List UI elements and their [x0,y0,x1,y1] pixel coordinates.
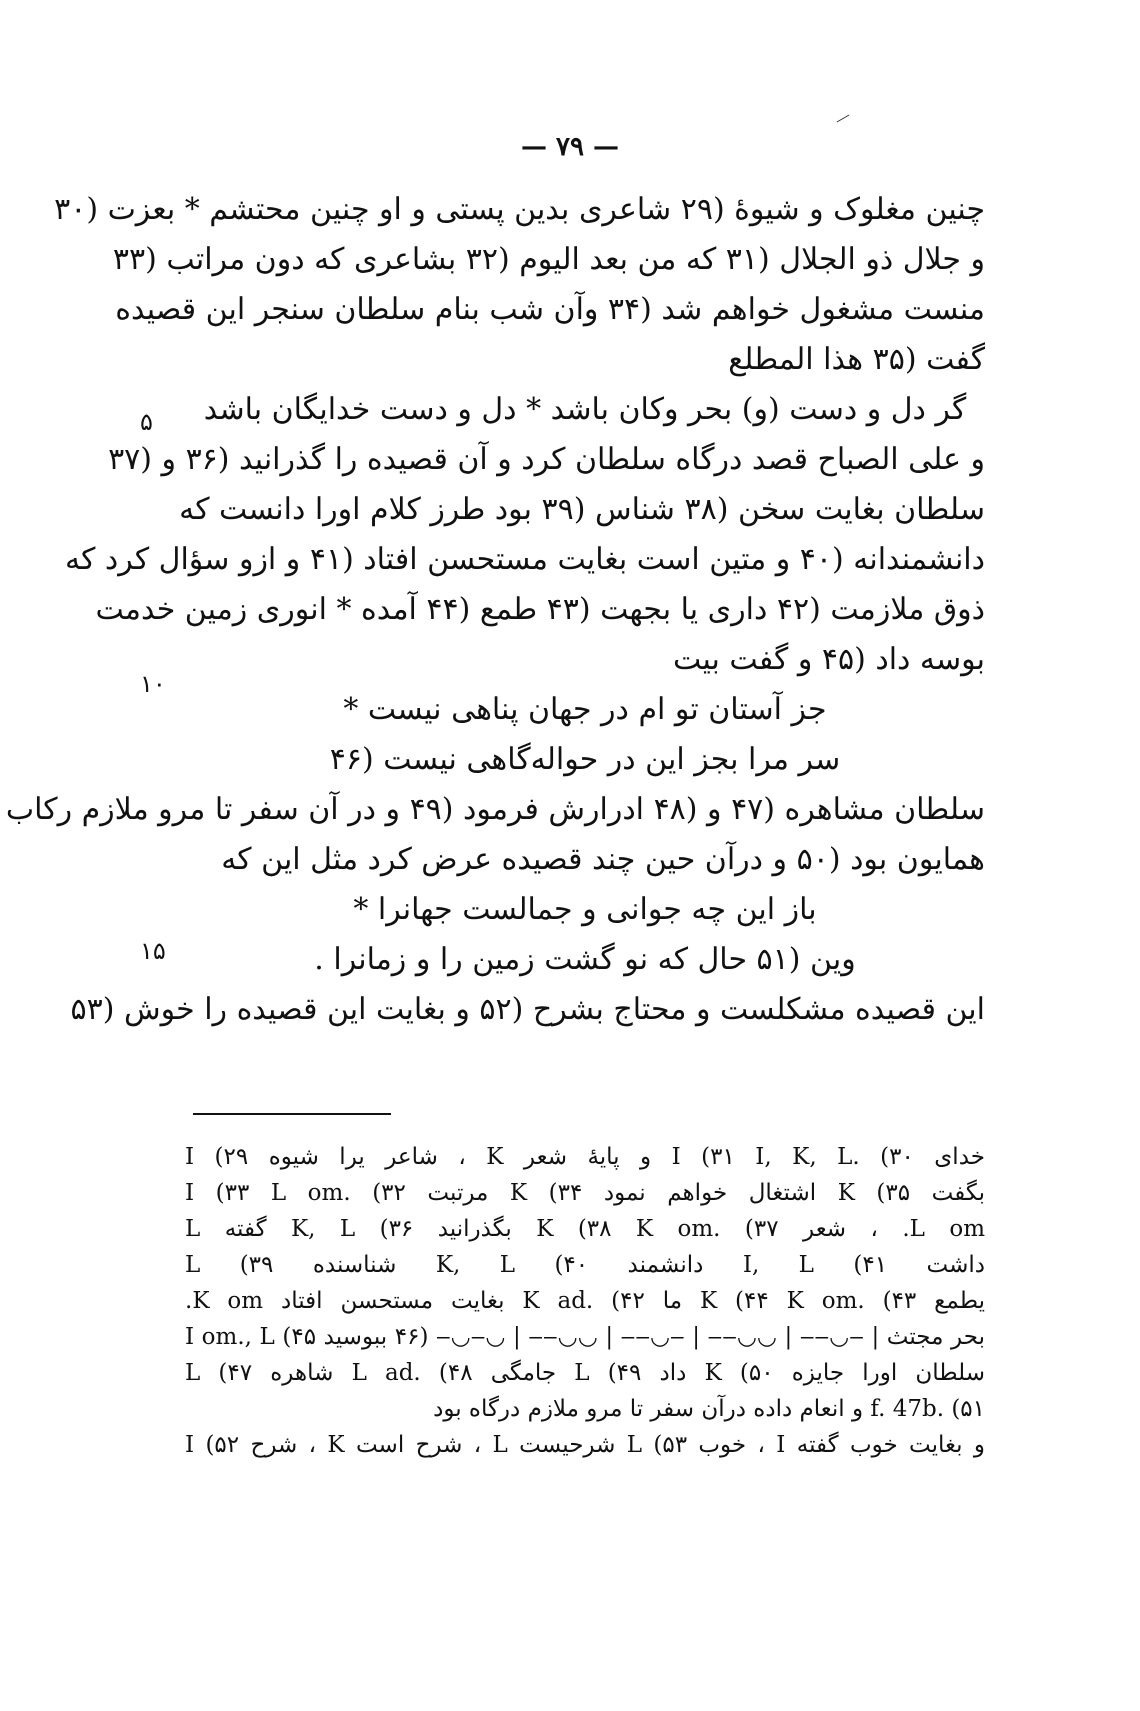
line-number-5: ۵ [140,408,153,436]
body-line: و علی الصباح قصد درگاه سلطان کرد و آن قصیده را گذرانید (۳۶ و (۳۷ [108,442,985,477]
footnote-line: بحر مجتث | ‒◡‒‒ | ◡◡‒‒ | ‒◡‒‒ | ◡◡‒‒ | ◡‒◡‒ (۴۶ ببوسید I om., L (۴۵ [185,1324,985,1350]
body-line: منست مشغول خواهم شد (۳۴ وآن شب بنام سلطان سنجر این قصیده [115,292,985,327]
footnote-line: یطمع K (۴۴ K om. (۴۳ ما K ad. (۴۲ بغایت مستحسن افتاد K om. [185,1288,985,1314]
footnote-line: f. 47b. (۵۱ و انعام داده درآن سفر تا مرو ملازم درگاه بود [433,1396,985,1422]
footnote-separator [193,1113,391,1115]
footnote-line: سلطان اورا جایزه K (۵۰ داد L (۴۹ جامگی L ad. (۴۸ شاهره L (۴۷ [185,1360,986,1386]
verse-line: سر مرا بجز این در حواله‌گاهی نیست (۴۶ [329,742,841,777]
verse-line: گر دل و دست (و) بحر وکان باشد * دل و دست خدایگان باشد [203,392,967,427]
body-line: چنین مغلوک و شیوهٔ (۲۹ شاعری بدین پستی و او چنین محتشم * بعزت (۳۰ [54,192,985,227]
line-number-10: ۱۰ [140,670,166,698]
body-line: سلطان بغایت سخن (۳۸ شناس (۳۹ بود طرز کلام اورا دانست که [179,492,985,527]
line-number-15: ۱۵ [140,937,166,965]
verse-line: باز این چه جوانی و جمالست جهانرا * [353,892,817,927]
margin-mark [837,115,850,123]
verse-line: وین (۵۱ حال که نو گشت زمین را و زمانرا . [314,942,856,977]
body-line: ذوق ملازمت (۴۲ داری یا بجهت (۴۳ طمع (۴۴ آمده * انوری زمین خدمت [95,592,985,627]
body-line: این قصیده مشکلست و محتاج بشرح (۵۲ و بغایت این قصیده را خوش (۵۳ [70,992,985,1027]
footnote-line: داشت I, L (۴۱ دانشمند K, L (۴۰ شناسنده L (۳۹ [185,1252,985,1278]
body-line: دانشمندانه (۴۰ و متین است بغایت مستحسن افتاد (۴۱ و ازو سؤال کرد که [65,542,985,577]
footnote-line: L om. ، شعر K (۳۸ K om. (۳۷ بگذرانید K, L (۳۶ گفته L [185,1216,986,1242]
footnote-line: و بغایت خوب گفته I ، خوب L (۵۳ شرحیست L ، شرح است K ، شرح I (۵۲ [185,1432,986,1458]
footnote-line: خدای I (۳۱ I, K, L. (۳۰ و پایهٔ شعر K ، شاعر یرا شیوه I (۲۹ [185,1144,985,1170]
footnotes [185,1140,985,1464]
footnote-line: بگفت K (۳۵ اشتغال خواهم نمود K (۳۴ مرتبت I (۳۳ L om. (۳۲ [185,1180,985,1206]
body-line: و جلال ذو الجلال (۳۱ که من بعد الیوم (۳۲ بشاعری که دون مراتب (۳۳ [112,242,985,277]
body-line: بوسه داد (۴۵ و گفت بیت [672,642,985,677]
body-line: گفت (۳۵ هذا المطلع [728,342,985,377]
body-line: سلطان مشاهره (۴۷ و (۴۸ ادرارش فرمود (۴۹ و در آن سفر تا مرو ملازم رکاب [5,792,985,827]
page-number: — ۷۹ — [520,132,620,162]
body-line: همایون بود (۵۰ و درآن حین چند قصیده عرض کرد مثل این که [221,842,985,877]
verse-line: جز آستان تو ام در جهان پناهی نیست * [343,692,827,727]
